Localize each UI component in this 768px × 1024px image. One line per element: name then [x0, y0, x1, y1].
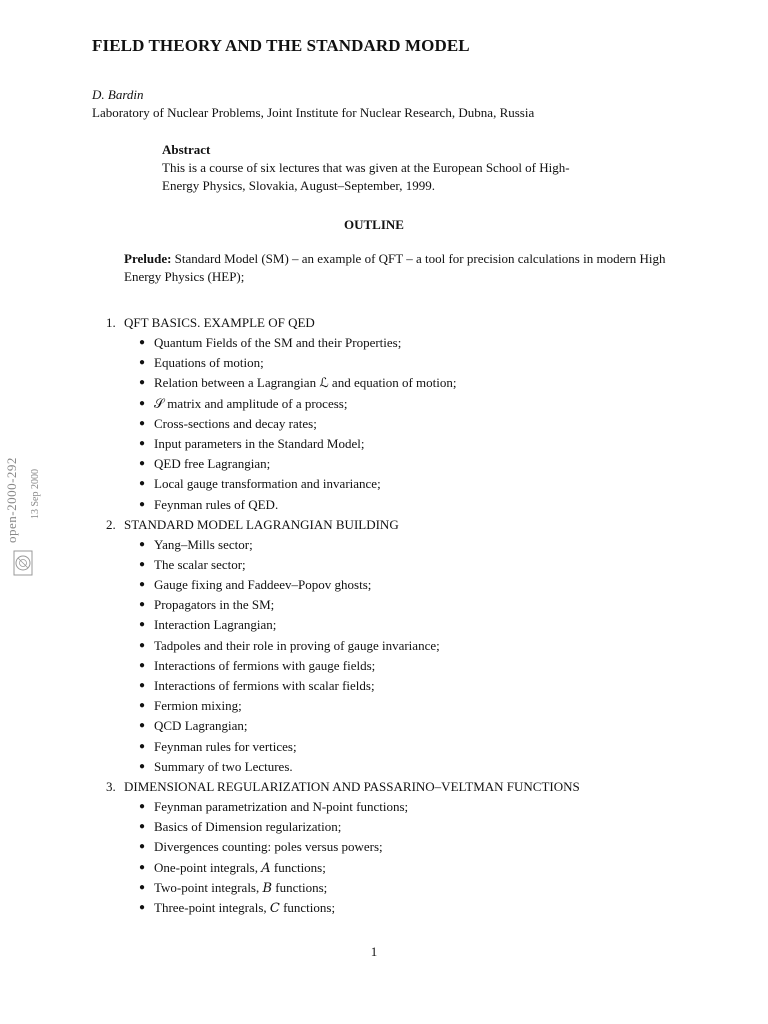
list-item-text: Cross-sections and decay rates; — [154, 415, 317, 431]
bullet-icon: ● — [139, 417, 146, 429]
bullet-icon: ● — [139, 579, 146, 591]
bullet-icon: ● — [139, 639, 146, 651]
list-item-text: Yang–Mills sector; — [154, 536, 253, 552]
outline-list-item — [92, 595, 712, 615]
abstract-heading: Abstract — [162, 142, 211, 157]
outline-section-heading — [92, 515, 712, 535]
bullet-icon: ● — [139, 397, 146, 409]
outline-section-heading — [92, 313, 712, 333]
prelude-text: Standard Model (SM) – an example of QFT – a tool for precision calculations in modern High Energy Physics (HEP); — [124, 251, 666, 284]
author-name: D. Bardin — [92, 87, 144, 102]
list-item-text: Two-point integrals, 𝐵 functions; — [154, 879, 328, 895]
list-item-text: Quantum Fields of the SM and their Properties; — [154, 335, 402, 350]
list-item-text: Fermion mixing; — [154, 698, 242, 714]
outline-heading: OUTLINE — [344, 217, 404, 232]
bullet-icon: ● — [139, 901, 146, 913]
bullet-icon: ● — [139, 337, 146, 348]
list-item-text: Input parameters in the Standard Model; — [154, 435, 365, 451]
bullet-icon: ● — [139, 498, 146, 510]
list-item-text: Basics of Dimension regularization; — [154, 819, 342, 835]
prelude-paragraph — [124, 250, 679, 286]
author-affiliation: Laboratory of Nuclear Problems, Joint Institute for Nuclear Research, Dubna, Russia — [92, 105, 535, 120]
list-item-text: 𝒮 matrix and amplitude of a process; — [154, 395, 348, 411]
bullet-icon: ● — [139, 538, 146, 550]
section-title: QFT BASICS. EXAMPLE OF QED — [124, 315, 315, 330]
outline-list-item — [92, 817, 712, 837]
bullet-icon: ● — [139, 619, 146, 631]
list-item-text: The scalar sector; — [154, 556, 246, 572]
outline-list-item — [92, 535, 712, 555]
outline-list-item — [92, 837, 712, 857]
outline-list-item — [92, 575, 712, 595]
outline-list-item — [92, 373, 712, 393]
bullet-icon: ● — [139, 357, 146, 369]
bullet-icon: ● — [139, 881, 146, 893]
bullet-icon: ● — [139, 599, 146, 611]
outline-list-item — [92, 333, 712, 353]
outline-list-item — [92, 656, 712, 676]
paper-title: FIELD THEORY AND THE STANDARD MODEL — [92, 36, 470, 55]
section-number: 3. — [106, 778, 116, 794]
abstract-line: This is a course of six lectures that was given at the European School of High- — [162, 160, 570, 175]
bullet-icon: ● — [139, 458, 146, 470]
list-item-text: One-point integrals, 𝐴 functions; — [154, 859, 326, 875]
bullet-icon: ● — [139, 558, 146, 570]
page-number: 1 — [370, 944, 378, 959]
cern-logo-icon — [13, 550, 33, 581]
list-item-text: Interactions of fermions with gauge fields; — [154, 657, 376, 673]
list-item-text: Three-point integrals, 𝐶 functions; — [154, 899, 336, 915]
outline-list-item — [92, 495, 712, 515]
bullet-icon: ● — [139, 377, 146, 389]
list-item-text: Relation between a Lagrangian ℒ and equation of motion; — [154, 375, 457, 391]
outline-list-item — [92, 615, 712, 635]
list-item-text: Propagators in the SM; — [154, 597, 275, 613]
list-item-text: Feynman rules of QED. — [154, 496, 279, 512]
bullet-icon: ● — [139, 478, 146, 490]
list-item-text: Feynman rules for vertices; — [154, 738, 297, 754]
abstract-block — [162, 141, 602, 195]
outline-section-heading — [92, 777, 712, 797]
bullet-icon: ● — [139, 760, 146, 772]
bullet-icon: ● — [139, 659, 146, 671]
list-item-text: Local gauge transformation and invariance; — [154, 476, 381, 492]
outline-list-item — [92, 676, 712, 696]
bullet-icon: ● — [139, 700, 146, 712]
list-item-text: QCD Lagrangian; — [154, 718, 248, 734]
outline-list-item — [92, 636, 712, 656]
outline-list-item — [92, 878, 712, 898]
list-item-text: QED free Lagrangian; — [154, 456, 271, 472]
bullet-icon: ● — [139, 720, 146, 732]
bullet-icon: ● — [139, 821, 146, 833]
outline-list-item — [92, 737, 712, 757]
outline-list — [92, 313, 712, 918]
list-item-text: Tadpoles and their role in proving of gauge invariance; — [154, 637, 440, 653]
report-date: 13 Sep 2000 — [30, 469, 41, 519]
list-item-text: Interactions of fermions with scalar fields; — [154, 678, 375, 693]
outline-list-item — [92, 716, 712, 736]
bullet-icon: ● — [139, 861, 146, 873]
list-item-text: Summary of two Lectures. — [154, 758, 293, 774]
outline-list-item — [92, 353, 712, 373]
outline-list-item — [92, 394, 712, 414]
list-item-text: Interaction Lagrangian; — [154, 617, 277, 633]
bullet-icon: ● — [139, 841, 146, 853]
list-item-text: Equations of motion; — [154, 355, 264, 371]
outline-list-item — [92, 858, 712, 878]
outline-list-item — [92, 474, 712, 494]
outline-list-item — [92, 797, 712, 817]
section-title: STANDARD MODEL LAGRANGIAN BUILDING — [124, 516, 399, 532]
section-number: 1. — [106, 315, 116, 330]
outline-list-item — [92, 434, 712, 454]
list-item-text: Divergences counting: poles versus powers; — [154, 839, 383, 855]
bullet-icon: ● — [139, 740, 146, 752]
outline-list-item — [92, 696, 712, 716]
list-item-text: Feynman parametrization and N-point functions; — [154, 798, 409, 814]
outline-list-item — [92, 898, 712, 918]
outline-list-item — [92, 555, 712, 575]
section-number: 2. — [106, 516, 116, 532]
outline-list-item — [92, 454, 712, 474]
bullet-icon: ● — [139, 800, 146, 812]
report-number: open-2000-292 — [4, 457, 19, 543]
section-title: DIMENSIONAL REGULARIZATION AND PASSARINO–VELTMAN FUNCTIONS — [124, 778, 580, 794]
bullet-icon: ● — [139, 680, 146, 691]
outline-list-item — [92, 757, 712, 777]
abstract-line: Energy Physics, Slovakia, August–September, 1999. — [162, 178, 435, 193]
list-item-text: Gauge fixing and Faddeev–Popov ghosts; — [154, 577, 372, 593]
bullet-icon: ● — [139, 437, 146, 449]
outline-list-item — [92, 414, 712, 434]
prelude-label: Prelude: — [124, 251, 172, 266]
